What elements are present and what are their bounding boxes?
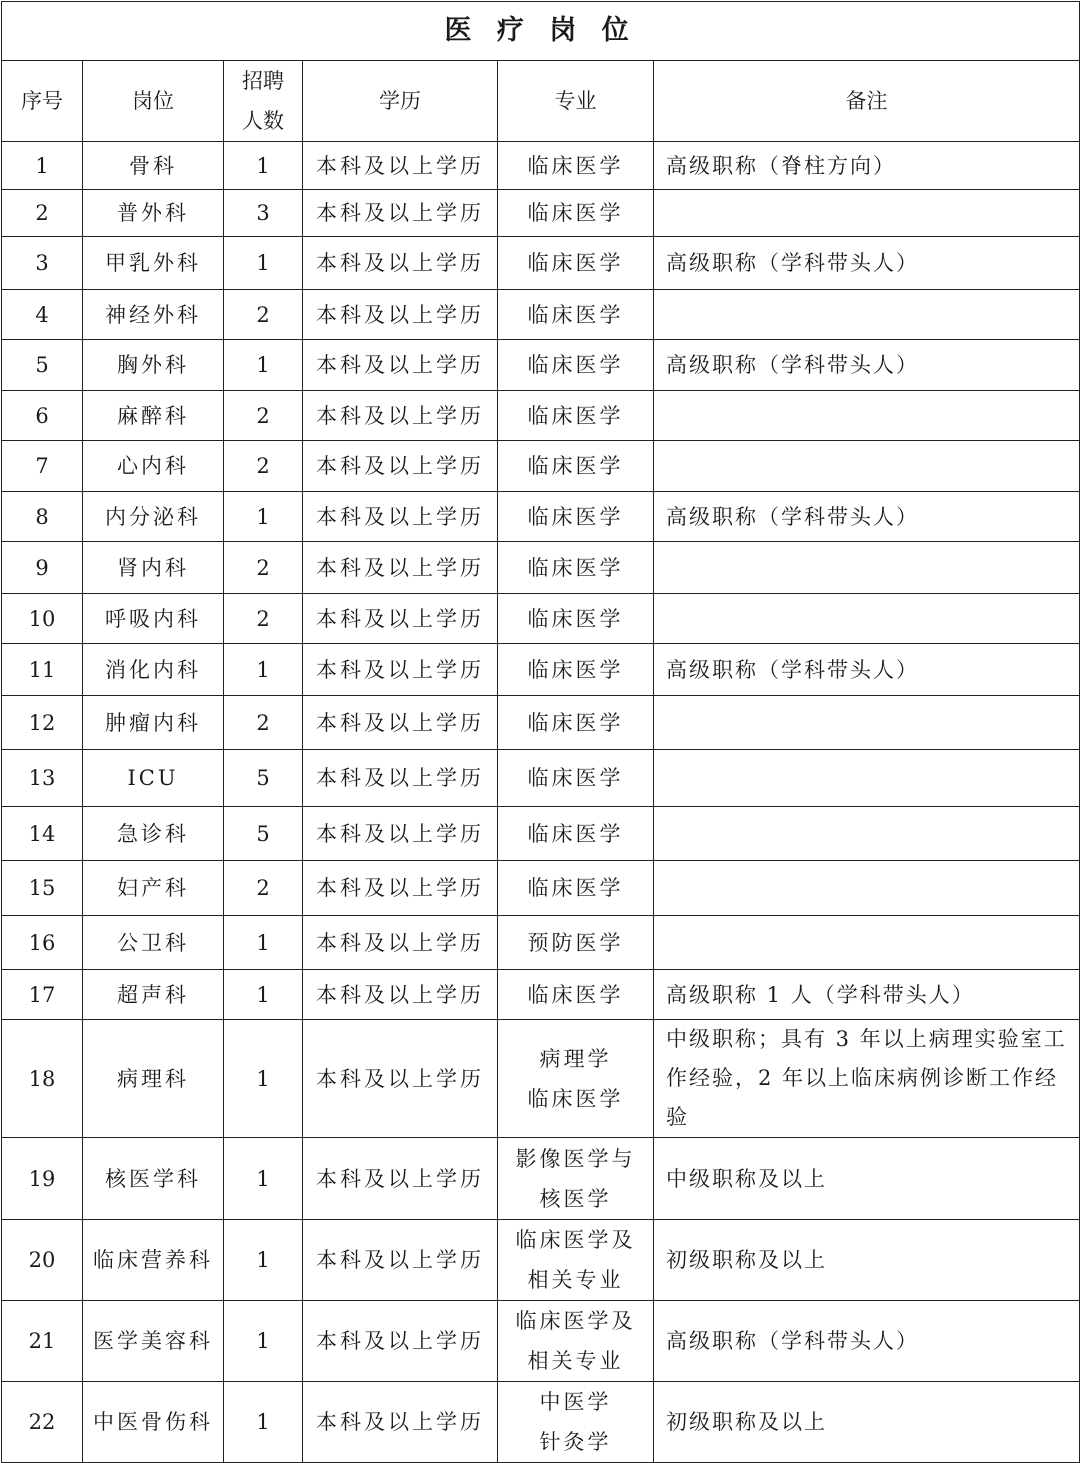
cell-education: 本科及以上学历 — [303, 391, 498, 441]
cell-remark — [654, 696, 1080, 750]
cell-major — [498, 391, 654, 441]
cell-remark — [654, 391, 1080, 441]
cell-education: 本科及以上学历 — [303, 290, 498, 340]
cell-education: 本科及以上学历 — [303, 441, 498, 492]
table-row — [2, 190, 1080, 237]
cell-post: 胸外科 — [83, 340, 224, 391]
cell-no: 14 — [2, 807, 83, 861]
cell-remark — [654, 916, 1080, 970]
table-row — [2, 807, 1080, 861]
table-row — [2, 594, 1080, 644]
cell-remark: 高级职称（学科带头人） — [654, 644, 1080, 696]
cell-post: 病理科 — [83, 1020, 224, 1138]
cell-education: 本科及以上学历 — [303, 970, 498, 1020]
cell-remark: 高级职称（学科带头人） — [654, 1301, 1080, 1382]
cell-education: 本科及以上学历 — [303, 340, 498, 391]
cell-count: 1 — [224, 492, 303, 542]
cell-education: 本科及以上学历 — [303, 237, 498, 290]
cell-education: 本科及以上学历 — [303, 492, 498, 542]
cell-remark — [654, 750, 1080, 807]
cell-count: 2 — [224, 290, 303, 340]
cell-post: 神经外科 — [83, 290, 224, 340]
table-row — [2, 1020, 1080, 1138]
cell-major — [498, 190, 654, 237]
cell-education: 本科及以上学历 — [303, 1020, 498, 1138]
cell-count: 1 — [224, 916, 303, 970]
cell-major — [498, 542, 654, 594]
cell-count: 2 — [224, 696, 303, 750]
cell-major — [498, 1301, 654, 1382]
cell-count: 5 — [224, 750, 303, 807]
cell-no: 10 — [2, 594, 83, 644]
cell-no: 9 — [2, 542, 83, 594]
cell-post: 临床营养科 — [83, 1220, 224, 1301]
cell-remark: 高级职称（脊柱方向） — [654, 142, 1080, 190]
major-line: 临床医学 — [527, 302, 624, 327]
table-row — [2, 391, 1080, 441]
cell-major — [498, 750, 654, 807]
table-row — [2, 340, 1080, 391]
cell-education: 本科及以上学历 — [303, 807, 498, 861]
cell-no: 15 — [2, 861, 83, 916]
cell-education: 本科及以上学历 — [303, 1301, 498, 1382]
cell-count: 1 — [224, 142, 303, 190]
table-row — [2, 970, 1080, 1020]
cell-remark — [654, 861, 1080, 916]
table-title: 医 疗 岗 位 — [2, 2, 1080, 61]
cell-remark — [654, 807, 1080, 861]
cell-post: 中医骨伤科 — [83, 1382, 224, 1463]
table-row — [2, 142, 1080, 190]
cell-post: 消化内科 — [83, 644, 224, 696]
cell-no: 8 — [2, 492, 83, 542]
cell-no: 3 — [2, 237, 83, 290]
cell-count: 3 — [224, 190, 303, 237]
major-line: 临床医学 — [527, 876, 624, 900]
major-line: 临床医学 — [527, 201, 624, 225]
cell-post: 呼吸内科 — [83, 594, 224, 644]
cell-count: 1 — [224, 340, 303, 391]
table-row — [2, 237, 1080, 290]
major-line: 临床医学 — [527, 504, 624, 529]
major-line: 相关专业 — [527, 1268, 624, 1292]
major-line: 临床医学 — [527, 606, 624, 631]
cell-remark: 初级职称及以上 — [654, 1382, 1080, 1463]
cell-remark: 高级职称（学科带头人） — [654, 340, 1080, 391]
cell-no: 21 — [2, 1301, 83, 1382]
cell-post: 超声科 — [83, 970, 224, 1020]
cell-remark — [654, 441, 1080, 492]
major-line: 临床医学 — [527, 403, 624, 428]
cell-education: 本科及以上学历 — [303, 1220, 498, 1301]
major-line: 中医学 — [539, 1390, 612, 1414]
cell-major — [498, 970, 654, 1020]
major-line: 临床医学及 — [515, 1228, 636, 1252]
cell-remark: 高级职称 1 人（学科带头人） — [654, 970, 1080, 1020]
cell-count: 1 — [224, 1138, 303, 1220]
cell-post: 麻醉科 — [83, 391, 224, 441]
major-line: 临床医学 — [527, 710, 624, 735]
header-count-line1: 招聘 — [242, 69, 284, 93]
cell-post: 肾内科 — [83, 542, 224, 594]
cell-remark: 中级职称；具有 3 年以上病理实验室工作经验，2 年以上临床病例诊断工作经验 — [654, 1020, 1080, 1138]
header-education: 学历 — [303, 61, 498, 142]
table-row — [2, 696, 1080, 750]
table-row — [2, 861, 1080, 916]
table-row — [2, 1382, 1080, 1463]
major-line: 预防医学 — [527, 930, 624, 955]
major-line: 临床医学 — [527, 766, 624, 790]
cell-post: 急诊科 — [83, 807, 224, 861]
cell-count: 2 — [224, 594, 303, 644]
cell-education: 本科及以上学历 — [303, 594, 498, 644]
header-post: 岗位 — [83, 61, 224, 142]
cell-major — [498, 1020, 654, 1138]
cell-major — [498, 142, 654, 190]
cell-no: 7 — [2, 441, 83, 492]
cell-major — [498, 861, 654, 916]
cell-remark — [654, 594, 1080, 644]
cell-remark — [654, 290, 1080, 340]
cell-no: 5 — [2, 340, 83, 391]
major-line: 临床医学及 — [515, 1309, 636, 1333]
major-line: 临床医学 — [527, 982, 624, 1007]
cell-post: 妇产科 — [83, 861, 224, 916]
cell-major — [498, 441, 654, 492]
cell-major — [498, 1138, 654, 1220]
cell-major — [498, 340, 654, 391]
cell-count: 1 — [224, 970, 303, 1020]
cell-no: 22 — [2, 1382, 83, 1463]
cell-major — [498, 594, 654, 644]
cell-count: 1 — [224, 1382, 303, 1463]
cell-post: 内分泌科 — [83, 492, 224, 542]
cell-post: 公卫科 — [83, 916, 224, 970]
cell-no: 18 — [2, 1020, 83, 1138]
header-no: 序号 — [2, 61, 83, 142]
cell-education: 本科及以上学历 — [303, 750, 498, 807]
table-row — [2, 542, 1080, 594]
major-line: 病理学 — [539, 1046, 612, 1071]
cell-no: 17 — [2, 970, 83, 1020]
cell-count: 1 — [224, 237, 303, 290]
cell-no: 16 — [2, 916, 83, 970]
cell-major — [498, 644, 654, 696]
cell-major — [498, 1220, 654, 1301]
cell-remark: 中级职称及以上 — [654, 1138, 1080, 1220]
header-count — [224, 61, 303, 142]
cell-education: 本科及以上学历 — [303, 916, 498, 970]
table-row — [2, 750, 1080, 807]
cell-remark: 高级职称（学科带头人） — [654, 492, 1080, 542]
cell-count: 2 — [224, 441, 303, 492]
major-line: 相关专业 — [527, 1349, 624, 1373]
cell-no: 1 — [2, 142, 83, 190]
cell-count: 1 — [224, 1220, 303, 1301]
cell-count: 1 — [224, 1020, 303, 1138]
cell-post: 肿瘤内科 — [83, 696, 224, 750]
cell-no: 12 — [2, 696, 83, 750]
cell-no: 2 — [2, 190, 83, 237]
cell-post: 心内科 — [83, 441, 224, 492]
table-row — [2, 644, 1080, 696]
header-count-line2: 人数 — [242, 109, 284, 133]
major-line: 核医学 — [539, 1186, 612, 1211]
table-row — [2, 916, 1080, 970]
cell-no: 4 — [2, 290, 83, 340]
major-line: 临床医学 — [527, 657, 624, 682]
major-line: 临床医学 — [527, 251, 624, 275]
cell-count: 2 — [224, 391, 303, 441]
table-row — [2, 441, 1080, 492]
cell-major — [498, 492, 654, 542]
cell-count: 2 — [224, 861, 303, 916]
major-line: 临床医学 — [527, 153, 624, 178]
cell-remark: 初级职称及以上 — [654, 1220, 1080, 1301]
cell-education: 本科及以上学历 — [303, 1382, 498, 1463]
cell-no: 20 — [2, 1220, 83, 1301]
cell-post: ICU — [83, 750, 224, 807]
cell-post: 甲乳外科 — [83, 237, 224, 290]
major-line: 针灸学 — [539, 1430, 612, 1454]
recruitment-table — [1, 1, 1080, 1463]
major-line: 临床医学 — [527, 454, 624, 478]
cell-count: 2 — [224, 542, 303, 594]
major-line: 临床医学 — [527, 353, 624, 377]
cell-major — [498, 290, 654, 340]
cell-major — [498, 1382, 654, 1463]
cell-education: 本科及以上学历 — [303, 696, 498, 750]
header-remark: 备注 — [654, 61, 1080, 142]
cell-remark — [654, 542, 1080, 594]
cell-post: 核医学科 — [83, 1138, 224, 1220]
cell-count: 1 — [224, 1301, 303, 1382]
header-major: 专业 — [498, 61, 654, 142]
cell-no: 6 — [2, 391, 83, 441]
cell-count: 1 — [224, 644, 303, 696]
cell-major — [498, 807, 654, 861]
cell-no: 19 — [2, 1138, 83, 1220]
major-line: 临床医学 — [527, 1086, 624, 1111]
major-line: 临床医学 — [527, 555, 624, 580]
table-row — [2, 290, 1080, 340]
cell-remark: 高级职称（学科带头人） — [654, 237, 1080, 290]
header-row — [2, 61, 1080, 142]
table-row — [2, 492, 1080, 542]
cell-education: 本科及以上学历 — [303, 861, 498, 916]
cell-post: 普外科 — [83, 190, 224, 237]
cell-no: 11 — [2, 644, 83, 696]
cell-education: 本科及以上学历 — [303, 542, 498, 594]
cell-major — [498, 237, 654, 290]
cell-no: 13 — [2, 750, 83, 807]
cell-remark — [654, 190, 1080, 237]
cell-education: 本科及以上学历 — [303, 644, 498, 696]
table-row — [2, 1220, 1080, 1301]
cell-major — [498, 696, 654, 750]
major-line: 影像医学与 — [515, 1146, 636, 1171]
cell-post: 医学美容科 — [83, 1301, 224, 1382]
table-row — [2, 1138, 1080, 1220]
cell-major — [498, 916, 654, 970]
cell-education: 本科及以上学历 — [303, 190, 498, 237]
major-line: 临床医学 — [527, 821, 624, 846]
cell-education: 本科及以上学历 — [303, 1138, 498, 1220]
cell-post: 骨科 — [83, 142, 224, 190]
cell-education: 本科及以上学历 — [303, 142, 498, 190]
cell-count: 5 — [224, 807, 303, 861]
table-row — [2, 1301, 1080, 1382]
